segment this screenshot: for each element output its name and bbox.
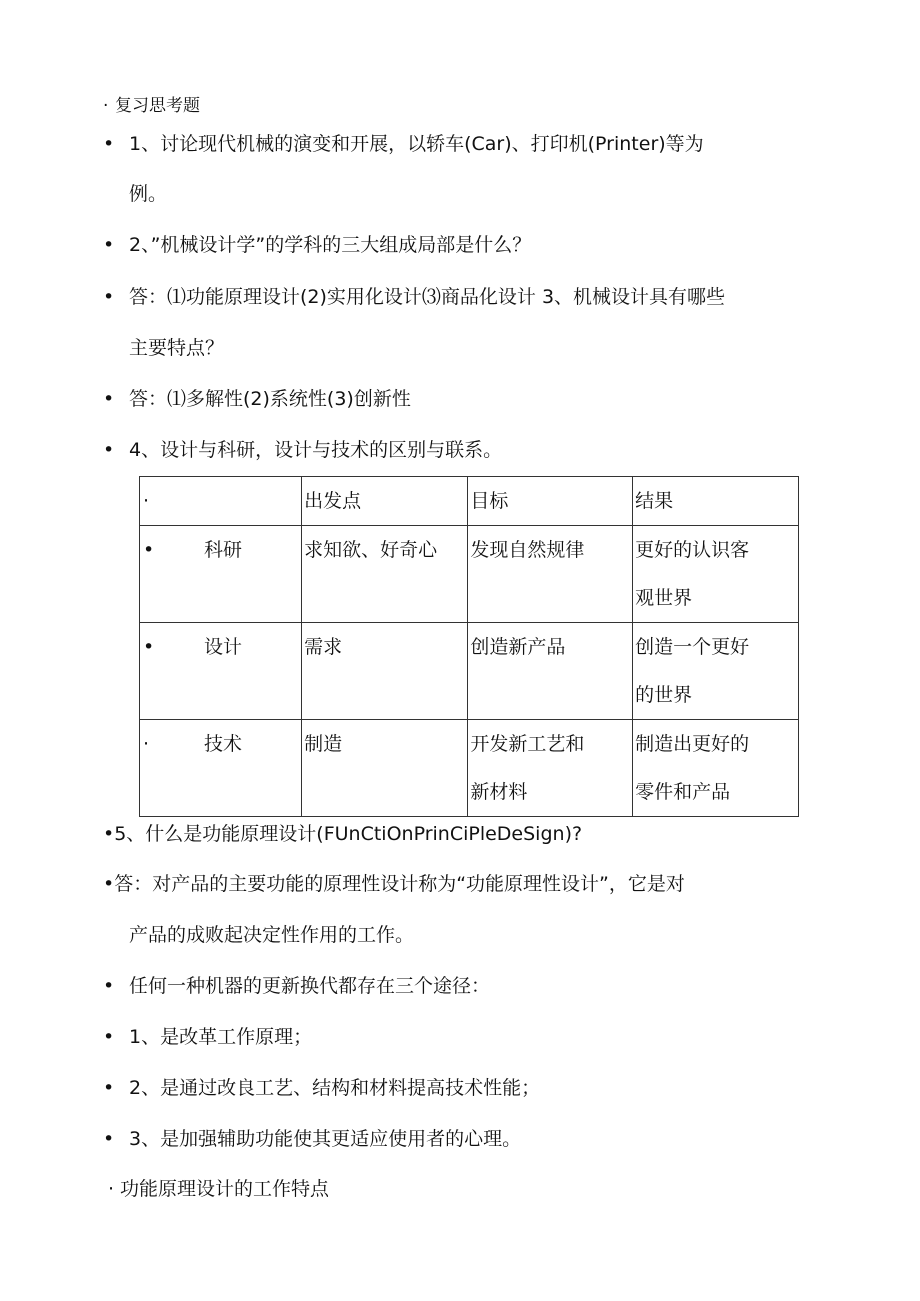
bullet: •: [103, 286, 115, 308]
table-header-row: [140, 477, 799, 526]
list-item: [103, 1076, 540, 1100]
table-cell: 发现自然规律: [468, 526, 633, 623]
row-name: 科研: [204, 539, 243, 561]
table-cell: [633, 623, 799, 720]
cell-line: 的世界: [635, 684, 693, 706]
cell-line: 制造出更好的: [635, 733, 750, 755]
bullet: •: [103, 439, 115, 461]
row-dot: •: [143, 539, 155, 561]
table-cell: [633, 720, 799, 817]
question-5: •5、什么是功能原理设计(FUnCtiOnPrinCiPleDeSign)?: [103, 823, 583, 845]
question-1-text: 1、讨论现代机械的演变和开展，以轿车(Car)、打印机(Printer)等为: [129, 133, 704, 155]
cell-line: 开发新工艺和: [470, 733, 585, 755]
list-item: [103, 1127, 521, 1151]
cell-line: 创造一个更好: [635, 636, 750, 658]
table-row: [140, 526, 799, 623]
answer-5-cont: 产品的成败起决定性作用的工作。: [129, 924, 415, 946]
answer-2-text: 答：⑴功能原理设计(2)实用化设计⑶商品化设计 3、机械设计具有哪些: [129, 286, 726, 308]
table-cell: 求知欲、好奇心: [302, 526, 468, 623]
bullet: ·: [103, 96, 109, 116]
table-header-cell: 目标: [468, 477, 633, 526]
bullet: •: [103, 1077, 115, 1099]
answer-3: [103, 387, 411, 411]
answer-3-text: 答：⑴多解性(2)系统性(3)创新性: [129, 388, 411, 410]
table-cell: [633, 526, 799, 623]
row-name: 技术: [204, 733, 243, 755]
table-row: [140, 720, 799, 817]
table-cell: 制造: [302, 720, 468, 817]
row-dot: •: [143, 636, 155, 658]
list-item-text: 3、是加强辅助功能使其更适应使用者的心理。: [129, 1128, 522, 1150]
question-1: [103, 132, 704, 156]
table-cell: 需求: [302, 623, 468, 720]
paragraph-paths-text: 任何一种机器的更新换代都存在三个途径：: [129, 975, 491, 997]
table-header-cell: 结果: [633, 477, 799, 526]
question-2-text: 2、”机械设计学”的学科的三大组成局部是什么？: [129, 234, 532, 256]
section-2-title: [108, 1177, 329, 1201]
cell-line: 观世界: [635, 587, 693, 609]
bullet: •: [103, 234, 115, 256]
row-dot: ·: [143, 733, 150, 755]
list-item: [103, 1025, 312, 1049]
question-4: [103, 438, 502, 462]
comparison-table: [139, 476, 799, 817]
paragraph-paths: [103, 974, 490, 998]
table-cell: [140, 623, 302, 720]
table-header-cell: [140, 477, 302, 526]
table-cell: 创造新产品: [468, 623, 633, 720]
bullet: ·: [108, 1178, 115, 1200]
header-dot: ·: [143, 490, 150, 512]
section-2-title-text: 功能原理设计的工作特点: [120, 1178, 330, 1200]
answer-2-cont: 主要特点？: [129, 337, 225, 359]
table-cell: [468, 720, 633, 817]
list-item-text: 1、是改革工作原理；: [129, 1026, 313, 1048]
bullet: •: [103, 1128, 115, 1150]
table-header-cell: 出发点: [302, 477, 468, 526]
bullet: •: [103, 133, 115, 155]
answer-2: [103, 285, 725, 309]
section-title: [103, 94, 200, 118]
question-1-cont: 例。: [129, 183, 168, 205]
cell-line: 零件和产品: [635, 781, 731, 803]
table-cell: [140, 526, 302, 623]
table-row: [140, 623, 799, 720]
question-4-text: 4、设计与科研，设计与技术的区别与联系。: [129, 439, 503, 461]
row-name: 设计: [204, 636, 243, 658]
answer-5: •答：对产品的主要功能的原理性设计称为“功能原理性设计”，它是对: [103, 873, 685, 895]
cell-line: 更好的认识客: [635, 539, 750, 561]
bullet: •: [103, 388, 115, 410]
section-title-text: 复习思考题: [115, 96, 200, 116]
list-item-text: 2、是通过改良工艺、结构和材料提高技术性能；: [129, 1077, 541, 1099]
cell-line: 新材料: [470, 781, 528, 803]
bullet: •: [103, 1026, 115, 1048]
question-2: [103, 233, 531, 257]
table-cell: [140, 720, 302, 817]
bullet: •: [103, 975, 115, 997]
